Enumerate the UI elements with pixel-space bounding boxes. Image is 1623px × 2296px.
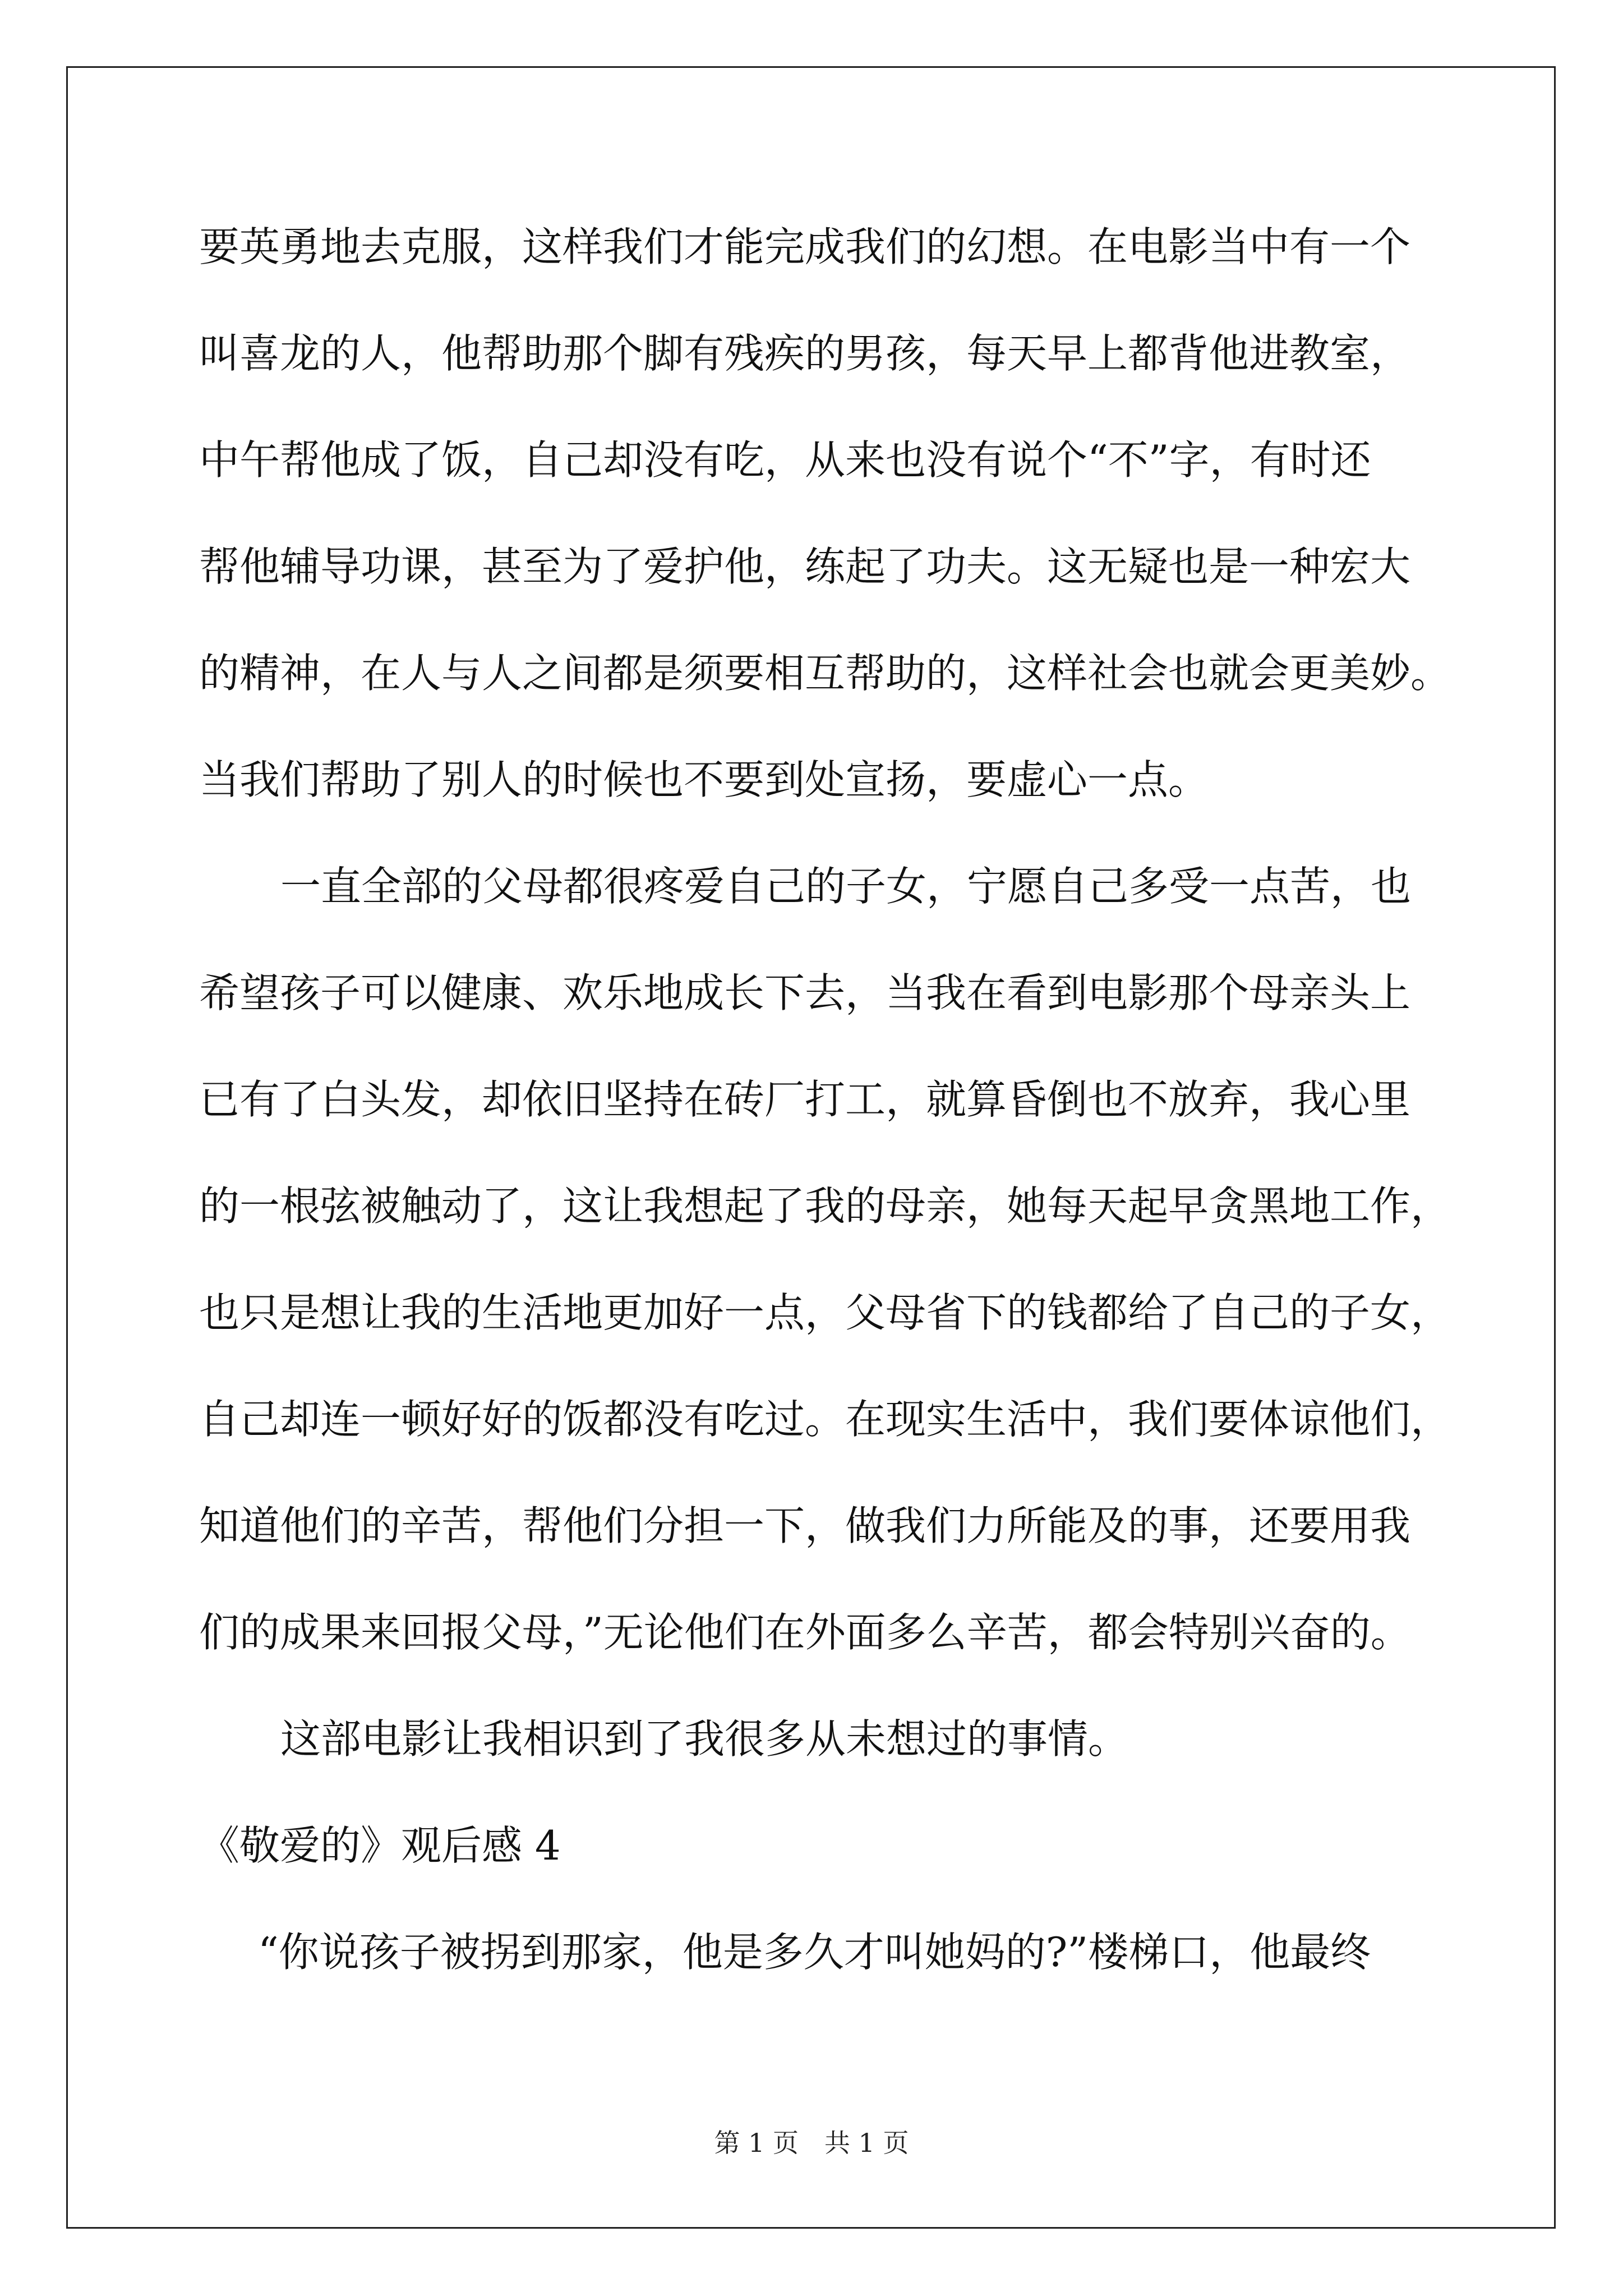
body-line-14: 们的成果来回报父母，”无论他们在外面多么辛苦，都会特别兴奋的。 — [199, 1609, 1411, 1656]
body-line-17: “你说孩子被拐到那家，他是多久才叫她妈的?”楼梯口，他最终 — [258, 1929, 1371, 1976]
body-line-11: 也只是想让我的生活地更加好一点，父母省下的钱都给了自己的子女， — [199, 1289, 1451, 1336]
body-line-4: 帮他辅导功课，甚至为了爱护他，练起了功夫。这无疑也是一种宏大 — [199, 543, 1411, 590]
body-line-5: 的精神，在人与人之间都是须要相互帮助的，这样社会也就会更美妙。 — [199, 650, 1451, 697]
body-line-6: 当我们帮助了别人的时候也不要到处宣扬，要虚心一点。 — [199, 756, 1209, 803]
body-line-15: 这部电影让我相识到了我很多从未想过的事情。 — [280, 1715, 1129, 1763]
section-title: 《敬爱的》观后感 4 — [199, 1822, 561, 1869]
body-line-12: 自己却连一顿好好的饭都没有吃过。在现实生活中，我们要体谅他们， — [199, 1396, 1451, 1443]
page-footer: 第 1 页 共 1 页 — [714, 2128, 909, 2158]
body-line-8: 希望孩子可以健康、欢乐地成长下去，当我在看到电影那个母亲头上 — [199, 969, 1411, 1016]
body-line-7: 一直全部的父母都很疼爱自己的子女，宁愿自己多受一点苦，也 — [280, 863, 1412, 910]
body-line-9: 已有了白头发，却依旧坚持在砖厂打工，就算昏倒也不放弃，我心里 — [199, 1076, 1411, 1123]
page-border — [66, 66, 1556, 2229]
body-line-13: 知道他们的辛苦，帮他们分担一下，做我们力所能及的事，还要用我 — [199, 1502, 1411, 1549]
body-line-3: 中午帮他成了饭，自己却没有吃，从来也没有说个“不”字，有时还 — [199, 436, 1371, 484]
body-line-1: 要英勇地去克服，这样我们才能完成我们的幻想。在电影当中有一个 — [199, 223, 1411, 270]
body-line-10: 的一根弦被触动了，这让我想起了我的母亲，她每天起早贪黑地工作， — [199, 1182, 1451, 1230]
body-line-2: 叫喜龙的人，他帮助那个脚有残疾的男孩，每天早上都背他进教室， — [199, 330, 1411, 377]
